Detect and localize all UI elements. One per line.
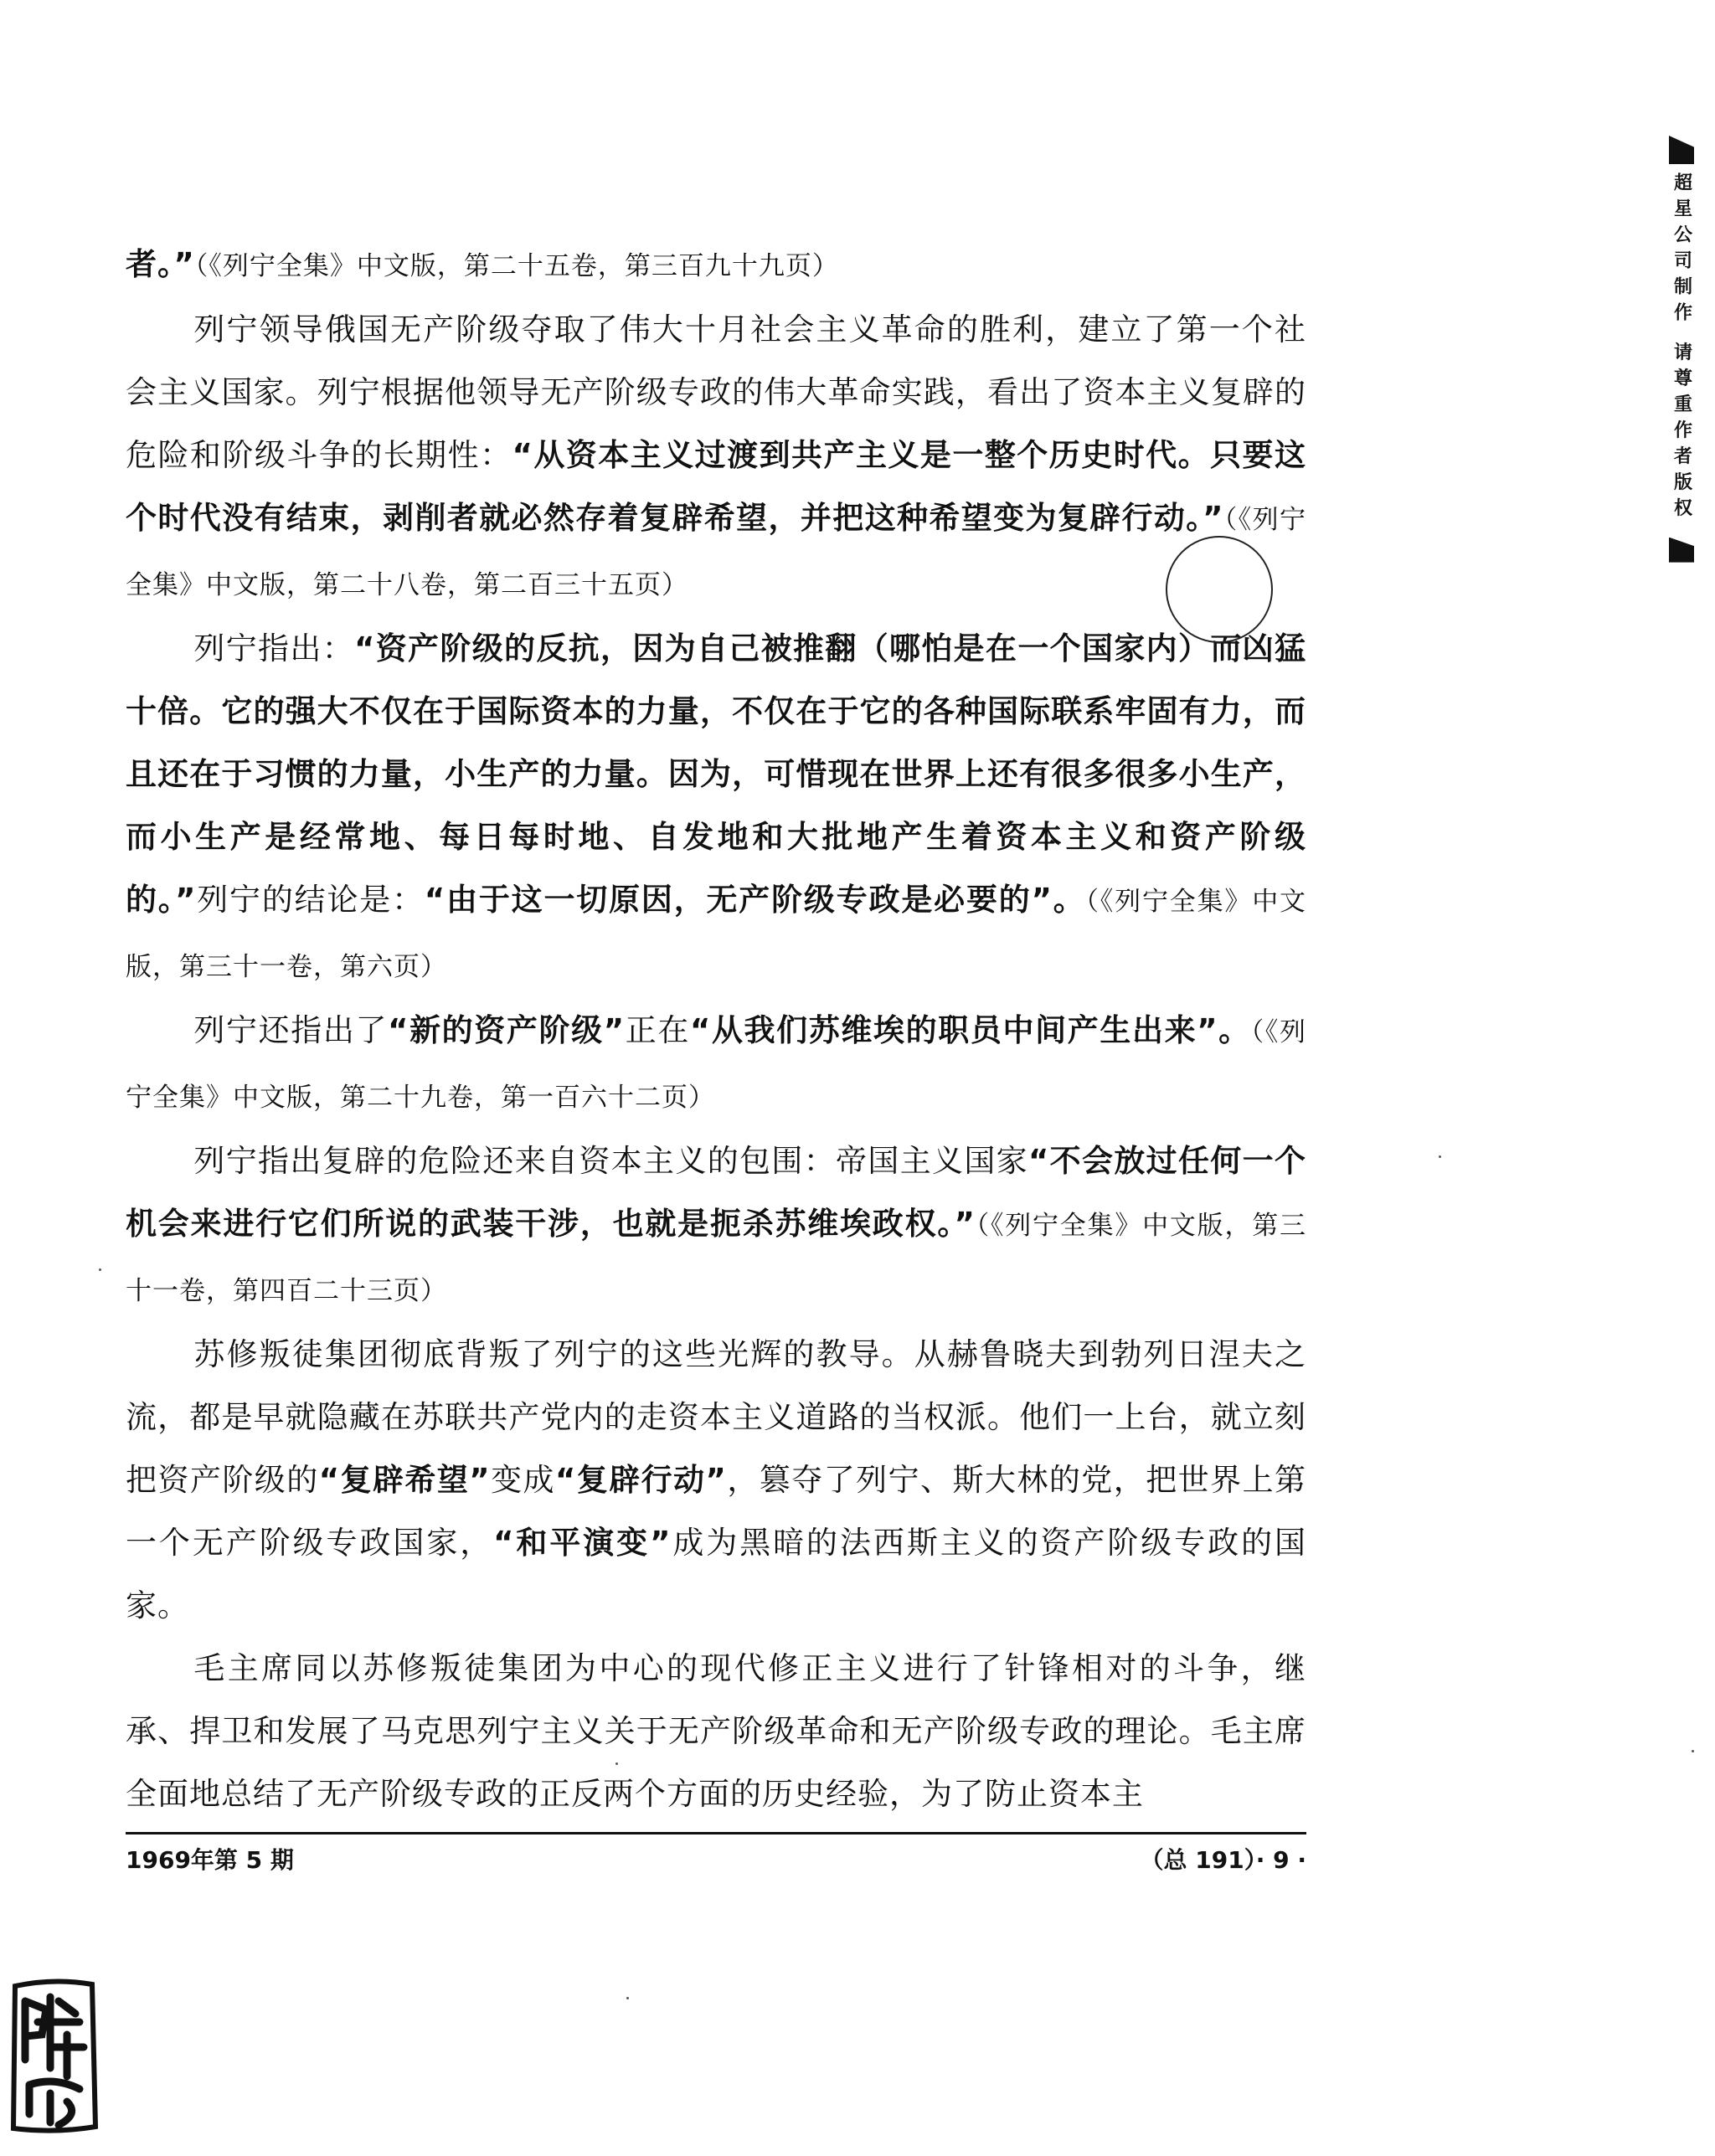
quote-bold: “新的资产阶级” (388, 1012, 626, 1048)
citation: （《列宁全集》中文版，第三十一卷，第六页） (126, 887, 1306, 982)
paragraph (126, 1637, 1306, 1825)
text-run: 成为黑暗的法西斯主义的资产阶级专政的国家。 (126, 1525, 1307, 1623)
quote-bold: “复辟行动” (554, 1462, 727, 1498)
quote-bold: 者。” (126, 246, 195, 282)
text-run: 列宁指出： (193, 630, 355, 666)
text-run: 毛主席同以苏修叛徒集团为中心的现代修正主义进行了针锋相对的斗争，继承、捍卫和发展了马克思列宁主义关于无产阶级革命和无产阶级专政的理论。毛主席全面地总结了无产阶级专政的正反两个方面的历史经验，为了防止资本主 (126, 1650, 1306, 1812)
text-run: 变成 (490, 1462, 555, 1498)
quote-bold: “从我们苏维埃的职员中间产生出来”。 (689, 1012, 1251, 1048)
circle-annotation-mark (1166, 536, 1273, 643)
citation: （《列宁全集》中文版，第二十九卷，第一百六十二页） (126, 1017, 1307, 1113)
paragraph (126, 298, 1306, 617)
text-run: 正在 (625, 1012, 690, 1048)
paragraph (126, 1323, 1306, 1637)
quote-bold: “由于这一切原因，无产阶级专政是必要的”。 (424, 882, 1086, 918)
paragraph (126, 233, 1306, 298)
text-run: 苏修叛徒集团彻底背叛了列宁的这些光辉的教导。从赫鲁晓夫到勃列日涅夫之流，都是早就隐藏在苏联共产党内的走资本主义道路的当权派。他们一上台，就立刻把资产阶级的 (126, 1336, 1306, 1498)
footer-page-number: （总 191）· 9 · (1140, 1846, 1306, 1874)
copyright-side-note (1662, 136, 1701, 563)
text-run: 列宁领导俄国无产阶级夺取了伟大十月社会主义革命的胜利，建立了第一个社会主义国家。列宁根据他领导无产阶级专政的伟大革命实践，看出了资本主义复辟的危险和阶级斗争的长期性： (126, 311, 1306, 473)
paragraph (126, 617, 1306, 999)
text-run: ，篡夺了列宁、斯大林的党，把世界上第一个无产阶级专政国家， (126, 1462, 1307, 1561)
side-bar-bottom (1669, 538, 1694, 563)
text-run: 列宁指出复辟的危险还来自资本主义的包围：帝国主义国家 (193, 1143, 1029, 1179)
citation: （《列宁全集》中文版，第三十一卷，第四百二十三页） (126, 1211, 1306, 1306)
article-body (126, 233, 1306, 1825)
side-note-text: 超星公司制作 请尊重作者版权 (1671, 172, 1692, 524)
scan-speck (626, 1997, 629, 1999)
scan-speck (1439, 1155, 1441, 1158)
scan-speck (1692, 1750, 1694, 1752)
text-run: 列宁还指出了 (193, 1012, 389, 1048)
footer-issue: 1969年第 5 期 (126, 1846, 294, 1874)
citation: （《列宁全集》中文版，第二十五卷，第三百九十九页） (194, 251, 839, 281)
scan-speck (99, 1268, 101, 1271)
quote-bold: “不会放过任何一个机会来进行它们所说的武装干涉，也就是扼杀苏维埃政权。” (126, 1143, 1306, 1242)
scan-speck (615, 1762, 618, 1765)
page-footer (126, 1842, 1306, 1876)
quote-bold: “和平演变” (493, 1525, 672, 1561)
quote-bold: “复辟希望” (318, 1462, 491, 1498)
footer-rule (126, 1832, 1306, 1834)
text-run: 列宁的结论是： (196, 882, 425, 918)
paragraph (126, 1129, 1306, 1323)
side-bar-top (1669, 136, 1694, 164)
paragraph (126, 999, 1306, 1129)
citation: （《列宁全集》中文版，第二十八卷，第二百三十五页） (126, 505, 1306, 600)
quote-bold: “资产阶级的反抗，因为自己被推翻（哪怕是在一个国家内）而凶猛十倍。它的强大不仅在于国际资本的力量，不仅在于它的各种国际联系牢固有力，而且还在于习惯的力量，小生产的力量。因为，可惜现在世界上还有很多很多小生产，而小生产是经常地、每日每时地、自发地和大批地产生着资本主义和资产阶级的。” (126, 630, 1307, 918)
quote-bold: “从资本主义过渡到共产主义是一整个历史时代。只要这个时代没有结束，剥削者就必然存着复辟希望，并把这种希望变为复辟行动。” (126, 437, 1306, 536)
seal-stamp-icon (8, 1976, 100, 2135)
